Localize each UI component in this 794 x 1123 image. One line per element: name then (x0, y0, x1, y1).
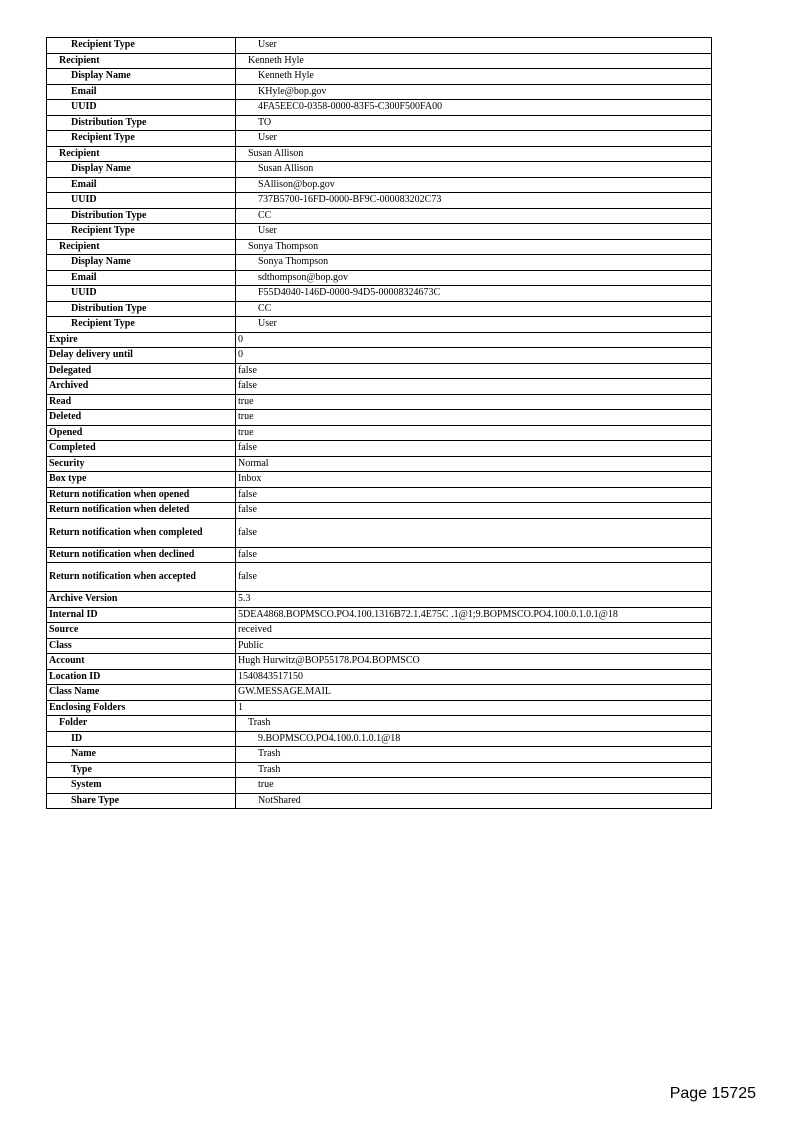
table-row (47, 208, 712, 224)
property-value: F55D4040-146D-0000-94D5-00008324673C (236, 286, 712, 302)
property-name: Archived (47, 379, 236, 395)
property-value: Susan Allison (236, 146, 712, 162)
property-name: Recipient Type (47, 224, 236, 240)
property-name: Return notification when declined (47, 547, 236, 563)
property-value: SAllison@bop.gov (236, 177, 712, 193)
table-row (47, 301, 712, 317)
property-value: Trash (236, 716, 712, 732)
property-name: Delay delivery until (47, 348, 236, 364)
table-row (47, 654, 712, 670)
property-value: Public (236, 638, 712, 654)
property-value: false (236, 363, 712, 379)
table-row (47, 607, 712, 623)
property-value: false (236, 518, 712, 547)
property-value: TO (236, 115, 712, 131)
property-name: Type (47, 762, 236, 778)
table-row (47, 53, 712, 69)
table-row (47, 731, 712, 747)
table-row (47, 441, 712, 457)
table-row (47, 332, 712, 348)
property-name: Box type (47, 472, 236, 488)
property-name: Return notification when completed (47, 518, 236, 547)
table-row (47, 410, 712, 426)
table-row (47, 456, 712, 472)
property-value: Trash (236, 762, 712, 778)
table-row (47, 762, 712, 778)
property-value: true (236, 394, 712, 410)
property-name: Recipient (47, 146, 236, 162)
table-row (47, 100, 712, 116)
property-name: UUID (47, 100, 236, 116)
table-row (47, 793, 712, 809)
property-name: ID (47, 731, 236, 747)
property-value: false (236, 441, 712, 457)
property-value: Kenneth Hyle (236, 53, 712, 69)
property-name: Enclosing Folders (47, 700, 236, 716)
property-value: User (236, 317, 712, 333)
property-value: CC (236, 208, 712, 224)
table-row (47, 638, 712, 654)
property-value: 4FA5EEC0-0358-0000-83F5-C300F500FA00 (236, 100, 712, 116)
property-value: GW.MESSAGE.MAIL (236, 685, 712, 701)
property-name: Return notification when deleted (47, 503, 236, 519)
table-row (47, 592, 712, 608)
properties-table (46, 37, 712, 809)
property-value: CC (236, 301, 712, 317)
property-name: Archive Version (47, 592, 236, 608)
property-name: Name (47, 747, 236, 763)
property-name: Completed (47, 441, 236, 457)
table-row (47, 700, 712, 716)
property-name: Opened (47, 425, 236, 441)
property-value: KHyle@bop.gov (236, 84, 712, 100)
property-value: Inbox (236, 472, 712, 488)
property-name: Delegated (47, 363, 236, 379)
property-name: Recipient Type (47, 317, 236, 333)
property-value: Normal (236, 456, 712, 472)
table-row (47, 503, 712, 519)
property-value: 0 (236, 348, 712, 364)
property-value: 0 (236, 332, 712, 348)
table-row (47, 193, 712, 209)
property-name: Class Name (47, 685, 236, 701)
property-name: Source (47, 623, 236, 639)
property-name: UUID (47, 193, 236, 209)
property-value: true (236, 425, 712, 441)
property-name: Folder (47, 716, 236, 732)
property-value: User (236, 38, 712, 54)
property-name: Recipient Type (47, 131, 236, 147)
table-row (47, 547, 712, 563)
table-row (47, 363, 712, 379)
property-name: Display Name (47, 69, 236, 85)
table-row (47, 84, 712, 100)
table-row (47, 669, 712, 685)
property-name: Email (47, 84, 236, 100)
table-row (47, 162, 712, 178)
table-row (47, 563, 712, 592)
table-row (47, 270, 712, 286)
property-value: Susan Allison (236, 162, 712, 178)
table-row (47, 317, 712, 333)
property-name: UUID (47, 286, 236, 302)
property-name: Share Type (47, 793, 236, 809)
table-row (47, 177, 712, 193)
property-value: Sonya Thompson (236, 255, 712, 271)
property-name: Deleted (47, 410, 236, 426)
property-name: Return notification when opened (47, 487, 236, 503)
property-value: Hugh Hurwitz@BOP55178.PO4.BOPMSCO (236, 654, 712, 670)
property-name: Read (47, 394, 236, 410)
table-row (47, 778, 712, 794)
property-value: false (236, 563, 712, 592)
property-name: Distribution Type (47, 208, 236, 224)
table-row (47, 518, 712, 547)
property-value: received (236, 623, 712, 639)
property-value: sdthompson@bop.gov (236, 270, 712, 286)
table-row (47, 487, 712, 503)
property-name: Recipient Type (47, 38, 236, 54)
table-row (47, 716, 712, 732)
property-name: Distribution Type (47, 115, 236, 131)
property-name: Email (47, 177, 236, 193)
table-row (47, 685, 712, 701)
property-value: User (236, 131, 712, 147)
property-name: Return notification when accepted (47, 563, 236, 592)
table-row (47, 38, 712, 54)
table-row (47, 425, 712, 441)
property-value: NotShared (236, 793, 712, 809)
property-value: 5DEA4868.BOPMSCO.PO4.100.1316B72.1.4E75C .1@1;9.BOPMSCO.PO4.100.0.1.0.1@18 (236, 607, 712, 623)
property-value: 9.BOPMSCO.PO4.100.0.1.0.1@18 (236, 731, 712, 747)
property-name: Recipient (47, 239, 236, 255)
property-value: Trash (236, 747, 712, 763)
property-name: Security (47, 456, 236, 472)
property-name: Display Name (47, 255, 236, 271)
property-name: Internal ID (47, 607, 236, 623)
property-value: false (236, 487, 712, 503)
property-name: Distribution Type (47, 301, 236, 317)
property-value: false (236, 547, 712, 563)
table-row (47, 286, 712, 302)
table-row (47, 239, 712, 255)
property-value: 1540843517150 (236, 669, 712, 685)
property-value: User (236, 224, 712, 240)
property-name: Email (47, 270, 236, 286)
property-value: 1 (236, 700, 712, 716)
table-row (47, 379, 712, 395)
property-name: Expire (47, 332, 236, 348)
page-number: Page 15725 (669, 1085, 756, 1102)
table-row (47, 472, 712, 488)
property-value: true (236, 778, 712, 794)
table-row (47, 131, 712, 147)
table-row (47, 394, 712, 410)
property-value: 5.3 (236, 592, 712, 608)
property-name: System (47, 778, 236, 794)
property-name: Recipient (47, 53, 236, 69)
property-value: 737B5700-16FD-0000-BF9C-000083202C73 (236, 193, 712, 209)
property-name: Class (47, 638, 236, 654)
property-name: Location ID (47, 669, 236, 685)
property-value: false (236, 503, 712, 519)
property-value: Kenneth Hyle (236, 69, 712, 85)
table-row (47, 747, 712, 763)
property-name: Account (47, 654, 236, 670)
table-row (47, 69, 712, 85)
table-row (47, 348, 712, 364)
properties-table-body (47, 38, 712, 809)
table-row (47, 623, 712, 639)
property-name: Display Name (47, 162, 236, 178)
table-row (47, 146, 712, 162)
property-value: false (236, 379, 712, 395)
table-row (47, 115, 712, 131)
property-value: Sonya Thompson (236, 239, 712, 255)
property-value: true (236, 410, 712, 426)
table-row (47, 255, 712, 271)
table-row (47, 224, 712, 240)
